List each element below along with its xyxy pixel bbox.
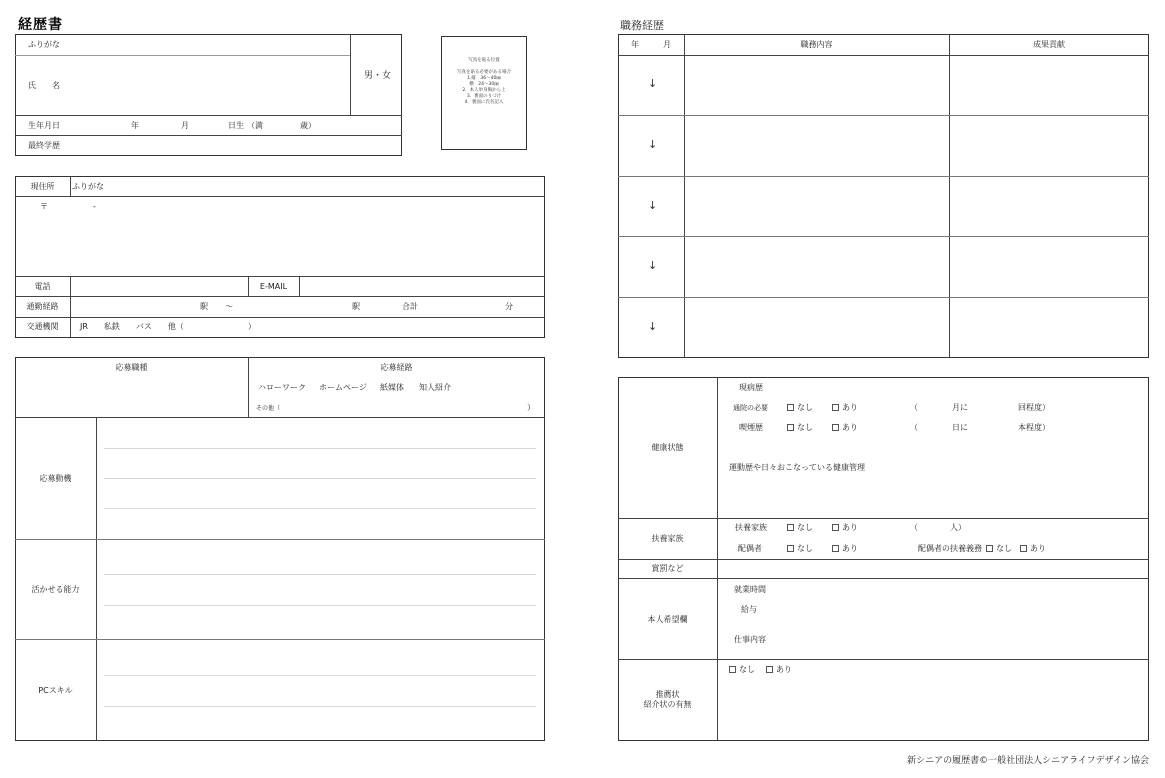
route-option-hellowork[interactable]: ハローワーク (258, 383, 306, 392)
address-label: 現住所 (30, 182, 55, 191)
route-label: 応募経路 (380, 363, 413, 372)
age-open-label: （満 (247, 121, 263, 130)
divider (15, 196, 545, 197)
commute-tilde: 〜 (225, 302, 233, 311)
route-option-print[interactable]: 紙媒体 (380, 383, 404, 392)
phone-label: 電話 (34, 282, 51, 291)
checkbox-label: なし (797, 544, 813, 553)
arrow-down-icon: ↓ (648, 259, 658, 272)
gender-label[interactable]: 男・女 (364, 71, 392, 81)
spouse-yes-checkbox[interactable] (832, 544, 858, 554)
email-field[interactable] (301, 278, 541, 294)
dependents-none-checkbox[interactable] (787, 523, 813, 533)
career-row-results[interactable] (951, 178, 1147, 234)
career-row-period[interactable] (620, 238, 682, 295)
route-other-close: ） (527, 403, 535, 412)
divider (618, 236, 1149, 237)
checkbox-icon (787, 524, 794, 531)
checkbox-icon (986, 545, 993, 552)
checkbox-icon (832, 404, 839, 411)
smoking-per-day: 日に (952, 423, 968, 432)
phone-field[interactable] (72, 278, 246, 294)
referral-none-checkbox[interactable] (729, 665, 755, 675)
rewards-label: 賞罰など (651, 564, 684, 573)
ruled-line (104, 706, 536, 707)
divider (618, 559, 1149, 560)
email-label: E-MAIL (259, 282, 288, 291)
ruled-line (104, 574, 536, 575)
hospital-none-checkbox[interactable] (787, 403, 813, 413)
transport-label: 交通機関 (26, 322, 59, 331)
hospital-label: 通院の必要 (733, 404, 768, 412)
spouse-support-yes-checkbox[interactable] (1020, 544, 1046, 554)
divider (618, 518, 1149, 519)
divider (70, 276, 71, 338)
commute-minutes-label: 分 (505, 302, 513, 311)
photo-line: 4．裏面に氏名記入 (464, 100, 504, 105)
education-field[interactable] (80, 137, 398, 154)
arrow-down-icon: ↓ (648, 138, 658, 151)
name-field[interactable] (80, 58, 348, 113)
photo-line: 3．裏面のりづけ (466, 94, 502, 99)
ruled-line (104, 508, 536, 509)
header-results: 成果貢献 (1033, 40, 1065, 49)
divider (15, 296, 545, 297)
divider (618, 115, 1149, 116)
spouse-label: 配偶者 (738, 544, 762, 553)
divider (350, 34, 351, 116)
salary-label: 給与 (741, 605, 757, 614)
checkbox-label: あり (776, 665, 792, 674)
pc-skills-field[interactable] (100, 642, 540, 738)
divider (15, 276, 545, 277)
job-type-field[interactable] (20, 378, 244, 414)
divider (15, 539, 545, 540)
divider (15, 55, 351, 56)
checkbox-label: あり (842, 403, 858, 412)
spouse-support-none-checkbox[interactable] (986, 544, 1012, 554)
header-year-month: 年 月 (631, 40, 671, 49)
job-type-label: 応募職種 (115, 363, 148, 372)
checkbox-label: あり (842, 544, 858, 553)
photo-line: 2．本人単身胸から上 (462, 88, 506, 93)
current-illness-label: 現病歴 (739, 383, 763, 392)
checkbox-icon (787, 545, 794, 552)
route-other-label: その他（ (256, 405, 281, 412)
skills-label: 活かせる能力 (31, 585, 80, 594)
furigana-label: ふりがな (28, 40, 60, 49)
divider (618, 578, 1149, 579)
checkbox-label: なし (996, 544, 1012, 553)
arrow-down-icon: ↓ (648, 199, 658, 212)
divider (299, 276, 300, 296)
career-title: 職務経歴 (620, 19, 664, 32)
family-label: 扶養家族 (651, 534, 684, 543)
photo-line: 写真を貼る位置 (468, 58, 500, 63)
spouse-support-label: 配偶者の扶養義務 (918, 544, 982, 553)
wishes-label: 本人希望欄 (647, 615, 688, 624)
photo-line: 写真を貼る必要がある場合 (457, 70, 511, 75)
checkbox-icon (766, 666, 773, 673)
referral-label-line2: 紹介状の有無 (643, 700, 692, 709)
furigana-field[interactable] (80, 36, 348, 54)
checkbox-label: なし (797, 403, 813, 412)
birth-month-label: 月 (181, 121, 189, 130)
rewards-field[interactable] (720, 561, 1146, 576)
referral-label-line1: 推薦状 (655, 690, 680, 699)
referral-yes-checkbox[interactable] (766, 665, 792, 675)
career-row-duties[interactable] (686, 57, 947, 113)
address-furigana-field[interactable] (110, 178, 540, 194)
ruled-line (104, 675, 536, 676)
footer-copyright: 新シニアの履歴書©一般社団法人シニアライフデザイン協会 (907, 756, 1149, 766)
career-row-results[interactable] (951, 238, 1147, 295)
pc-skills-label: PCスキル (38, 686, 73, 695)
divider (618, 55, 1149, 56)
checkbox-label: あり (842, 523, 858, 532)
birth-year-label: 年 (131, 121, 139, 130)
postal-dash: - (93, 202, 96, 211)
career-row-period[interactable] (620, 57, 682, 113)
checkbox-icon (832, 524, 839, 531)
checkbox-icon (832, 545, 839, 552)
birth-label: 生年月日 (28, 121, 60, 130)
divider (15, 639, 545, 640)
smoking-label: 喫煙歴 (739, 423, 763, 432)
skills-field[interactable] (100, 542, 540, 636)
divider (15, 135, 402, 136)
ruled-line (104, 478, 536, 479)
divider (618, 659, 1149, 660)
career-row-results[interactable] (951, 117, 1147, 174)
smoking-none-checkbox[interactable] (787, 423, 813, 433)
career-row-duties[interactable] (686, 299, 947, 356)
work-hours-label: 就業時間 (734, 585, 766, 594)
ruled-line (104, 605, 536, 606)
checkbox-label: なし (797, 423, 813, 432)
hospital-times: 回程度） (1018, 403, 1050, 412)
education-label: 最終学歴 (28, 141, 60, 150)
arrow-down-icon: ↓ (648, 77, 658, 90)
address-field[interactable] (20, 214, 540, 272)
route-option-referral[interactable]: 知人紹介 (419, 383, 451, 392)
checkbox-icon (729, 666, 736, 673)
checkbox-label: なし (797, 523, 813, 532)
commute-station1-label: 駅 (200, 302, 208, 311)
divider (15, 417, 545, 418)
smoking-yes-checkbox[interactable] (832, 423, 858, 433)
hospital-per-month: 月に (952, 403, 968, 412)
health-label: 健康状態 (651, 443, 684, 452)
smoking-paren-open: （ (910, 423, 918, 432)
spouse-none-checkbox[interactable] (787, 544, 813, 554)
divider (949, 34, 950, 358)
career-row-results[interactable] (951, 57, 1147, 113)
commute-total-label: 合計 (402, 302, 418, 311)
checkbox-label: なし (739, 665, 755, 674)
referral-field[interactable] (722, 680, 1144, 738)
route-option-homepage[interactable]: ホームページ (319, 383, 367, 392)
checkbox-icon (787, 424, 794, 431)
arrow-down-icon: ↓ (648, 320, 658, 333)
career-row-duties[interactable] (686, 117, 947, 174)
birth-day-label: 日生 (228, 121, 244, 130)
career-row-period[interactable] (620, 299, 682, 356)
checkbox-icon (1020, 545, 1027, 552)
career-row-period[interactable] (620, 178, 682, 234)
dependents-label: 扶養家族 (735, 523, 767, 532)
career-row-duties[interactable] (686, 238, 947, 295)
dependents-yes-checkbox[interactable] (832, 523, 858, 533)
divider (618, 176, 1149, 177)
career-row-results[interactable] (951, 299, 1147, 356)
photo-instructions (442, 58, 526, 106)
divider (15, 115, 402, 116)
age-close-label: 歳） (300, 121, 316, 130)
address-furigana-label: ふりがな (72, 182, 104, 191)
name-label: 氏 名 (28, 81, 60, 90)
postal-mark: 〒 (40, 202, 48, 211)
transport-options: JR 私鉄 バス 他（ ） (80, 322, 256, 331)
divider (684, 34, 685, 358)
wishes-field[interactable] (780, 581, 1146, 656)
motivation-label: 応募動機 (39, 474, 72, 483)
exercise-field[interactable] (722, 478, 1142, 514)
photo-line: 1.縦 36〜40㎜ (467, 76, 501, 81)
dependents-count: （ 人） (910, 523, 966, 532)
work-content-label: 仕事内容 (734, 635, 766, 644)
photo-line: 横 24〜30㎜ (469, 82, 499, 87)
divider (618, 297, 1149, 298)
career-row-duties[interactable] (686, 178, 947, 234)
checkbox-label: あり (842, 423, 858, 432)
divider (96, 417, 97, 741)
hospital-yes-checkbox[interactable] (832, 403, 858, 413)
document-title: 経歴書 (18, 17, 63, 33)
checkbox-icon (832, 424, 839, 431)
exercise-label: 運動歴や日々おこなっている健康管理 (729, 463, 865, 472)
checkbox-label: あり (1030, 544, 1046, 553)
hospital-paren-open: （ (910, 403, 918, 412)
commute-label: 通勤経路 (26, 302, 59, 311)
ruled-line (104, 448, 536, 449)
divider (70, 176, 71, 196)
checkbox-icon (787, 404, 794, 411)
career-row-period[interactable] (620, 117, 682, 174)
smoking-count: 本程度） (1018, 423, 1050, 432)
divider (15, 317, 545, 318)
commute-station2-label: 駅 (352, 302, 360, 311)
header-duties: 職務内容 (800, 40, 833, 49)
